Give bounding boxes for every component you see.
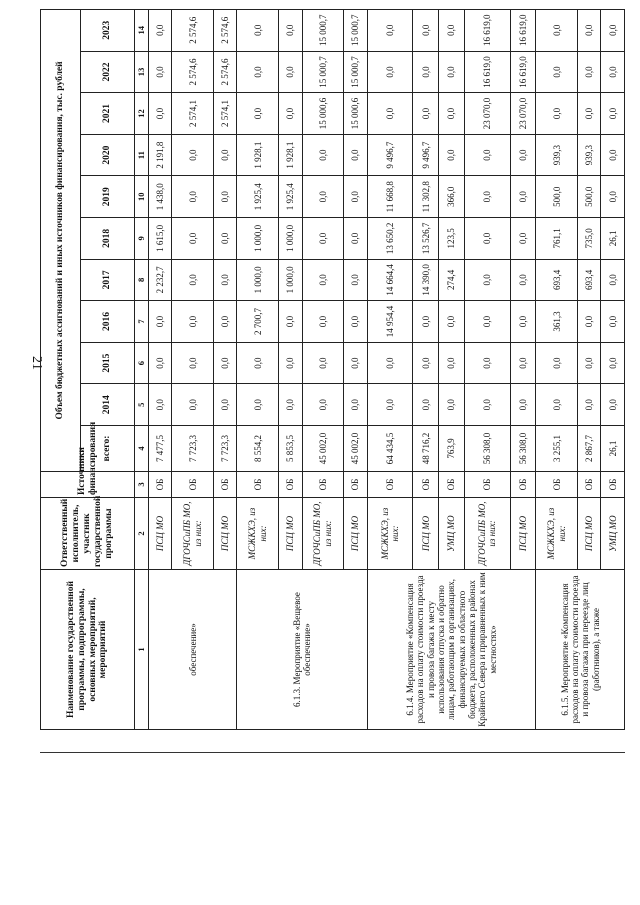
year-value-cell: 0,0 [214,342,237,384]
column-index: 1 [135,570,149,730]
total-cell: 5 853,5 [279,426,302,472]
executor-cell: УМЦ МО [601,498,625,570]
header-year: 2018 [81,218,135,260]
total-cell: 48 716,2 [413,426,439,472]
column-index: 9 [135,218,149,260]
year-value-cell: 0,0 [510,301,536,343]
year-value-cell: 2 700,7 [237,301,279,343]
year-value-cell: 1 000,0 [237,259,279,301]
year-value-cell: 0,0 [237,9,279,51]
year-value-cell: 16 619,0 [510,51,536,93]
year-value-cell: 0,0 [464,134,510,176]
year-value-cell: 500,0 [578,176,601,218]
total-cell: 3 255,1 [536,426,578,472]
year-value-cell: 1 615,0 [149,218,172,260]
year-value-cell: 0,0 [279,342,302,384]
year-value-cell: 0,0 [302,301,344,343]
activity-name: обеспечение» [149,570,237,730]
year-value-cell: 0,0 [367,9,413,51]
year-value-cell: 26,1 [601,218,625,260]
executor-cell: МСЖКХЭ, из них: [367,498,413,570]
year-value-cell: 2 191,8 [149,134,172,176]
executor-cell: ПСЦ МО [279,498,302,570]
year-value-cell: 14 390,0 [413,259,439,301]
year-value-cell: 1 000,0 [279,259,302,301]
year-value-cell: 1 925,4 [237,176,279,218]
header-total: всего: [81,426,135,472]
executor-cell: ПСЦ МО [214,498,237,570]
year-value-cell: 0,0 [578,342,601,384]
source-cell: ОБ [237,472,279,498]
year-value-cell: 0,0 [344,134,367,176]
total-cell: 56 308,0 [510,426,536,472]
year-value-cell: 0,0 [413,301,439,343]
year-value-cell: 0,0 [601,301,625,343]
executor-cell: ДГОЧСиПБ МО, из них: [464,498,510,570]
year-value-cell: 0,0 [413,93,439,135]
year-value-cell: 0,0 [344,218,367,260]
year-value-cell: 2 574,6 [214,51,237,93]
year-value-cell: 0,0 [439,342,465,384]
column-index: 5 [135,384,149,426]
year-value-cell: 0,0 [172,176,214,218]
year-value-cell: 0,0 [302,176,344,218]
header-year: 2014 [81,384,135,426]
year-value-cell: 0,0 [172,301,214,343]
year-value-cell: 0,0 [344,259,367,301]
year-value-cell: 500,0 [536,176,578,218]
executor-cell: УМЦ МО [439,498,465,570]
year-value-cell: 0,0 [464,301,510,343]
source-cell: ОБ [536,472,578,498]
bottom-rule [40,752,625,753]
year-value-cell: 16 619,0 [464,51,510,93]
year-value-cell: 0,0 [149,9,172,51]
column-index: 10 [135,176,149,218]
year-value-cell: 0,0 [578,384,601,426]
year-value-cell: 0,0 [237,93,279,135]
year-value-cell: 0,0 [464,342,510,384]
year-value-cell: 15 000,7 [344,9,367,51]
column-index: 11 [135,134,149,176]
year-value-cell: 16 619,0 [464,9,510,51]
year-value-cell: 0,0 [413,384,439,426]
year-value-cell: 15 000,6 [344,93,367,135]
source-cell: ОБ [214,472,237,498]
year-value-cell: 0,0 [464,384,510,426]
year-value-cell: 0,0 [367,384,413,426]
year-value-cell: 0,0 [344,176,367,218]
year-value-cell: 0,0 [214,134,237,176]
column-index: 2 [135,498,149,570]
total-cell: 45 002,0 [302,426,344,472]
year-value-cell: 0,0 [578,9,601,51]
year-value-cell: 1 928,1 [237,134,279,176]
source-cell: ОБ [439,472,465,498]
year-value-cell: 366,0 [439,176,465,218]
year-value-cell: 0,0 [214,176,237,218]
table-row [536,9,578,729]
year-value-cell: 0,0 [237,51,279,93]
year-value-cell: 123,5 [439,218,465,260]
total-cell: 45 002,0 [344,426,367,472]
year-value-cell: 0,0 [149,342,172,384]
year-value-cell: 0,0 [464,176,510,218]
year-value-cell: 1 000,0 [279,218,302,260]
year-value-cell: 11 668,8 [367,176,413,218]
year-value-cell: 0,0 [149,384,172,426]
year-value-cell: 0,0 [413,51,439,93]
header-source: Источники финансирования [41,472,135,498]
year-value-cell: 0,0 [439,9,465,51]
header-executor: Ответственный исполнитель, участник государственной программы [41,498,135,570]
year-value-cell: 0,0 [536,93,578,135]
year-value-cell: 0,0 [367,93,413,135]
activity-name: 6.1.4. Мероприятие «Компенсация расходов на оплату стоимости проезда и провоза багажа к месту использования отпуска и обратно лицам, работающим в организациях, финансируемых из областного бюджета, расположенных в районах Крайнего Севера и приравненных к ним местностях» [367,570,536,730]
year-value-cell: 0,0 [578,93,601,135]
year-value-cell: 0,0 [578,301,601,343]
total-cell: 7 723,3 [214,426,237,472]
year-value-cell: 0,0 [578,51,601,93]
year-value-cell: 0,0 [601,93,625,135]
year-value-cell: 0,0 [279,384,302,426]
year-value-cell: 2 574,6 [214,9,237,51]
year-value-cell: 0,0 [601,51,625,93]
source-cell: ОБ [344,472,367,498]
year-value-cell: 2 574,1 [172,93,214,135]
year-value-cell: 0,0 [510,176,536,218]
year-value-cell: 15 000,7 [344,51,367,93]
year-value-cell: 13 526,7 [413,218,439,260]
source-cell: ОБ [149,472,172,498]
year-value-cell: 16 619,0 [510,9,536,51]
year-value-cell: 9 496,7 [413,134,439,176]
column-index: 13 [135,51,149,93]
total-cell: 2 867,7 [578,426,601,472]
executor-cell: МСЖКХЭ, из них: [536,498,578,570]
year-value-cell: 693,4 [536,259,578,301]
year-value-cell: 274,4 [439,259,465,301]
year-value-cell: 0,0 [214,218,237,260]
column-index: 3 [135,472,149,498]
year-value-cell: 0,0 [214,301,237,343]
year-value-cell: 0,0 [172,218,214,260]
total-cell: 7 477,5 [149,426,172,472]
activity-name: 6.1.5. Мероприятие «Компенсация расходов на оплату стоимости проезда и провоза багажа при переезде лиц (работников), а также [536,570,625,730]
column-index: 12 [135,93,149,135]
year-value-cell: 0,0 [536,9,578,51]
year-value-cell: 0,0 [302,342,344,384]
year-value-cell: 0,0 [601,259,625,301]
column-index: 7 [135,301,149,343]
header-year: 2022 [81,51,135,93]
year-value-cell: 13 650,2 [367,218,413,260]
year-value-cell: 0,0 [149,93,172,135]
year-value-cell: 0,0 [302,259,344,301]
year-value-cell: 0,0 [344,384,367,426]
year-value-cell: 0,0 [172,384,214,426]
source-cell: ОБ [302,472,344,498]
year-value-cell: 2 574,6 [172,9,214,51]
year-value-cell: 0,0 [367,51,413,93]
source-cell: ОБ [601,472,625,498]
executor-cell: ПСЦ МО [510,498,536,570]
header-name: Наименование государственной программы, подпрограммы, основных мероприятий, мероприятий [41,570,135,730]
table-row [237,9,279,729]
year-value-cell: 0,0 [237,384,279,426]
executor-cell: ПСЦ МО [149,498,172,570]
year-value-cell: 0,0 [149,51,172,93]
year-value-cell: 0,0 [601,176,625,218]
year-value-cell: 0,0 [510,342,536,384]
year-value-cell: 0,0 [214,384,237,426]
year-value-cell: 1 928,1 [279,134,302,176]
table-row [149,9,172,729]
year-value-cell: 0,0 [302,218,344,260]
year-value-cell: 1 000,0 [237,218,279,260]
year-value-cell: 0,0 [344,301,367,343]
source-cell: ОБ [510,472,536,498]
year-value-cell: 0,0 [536,342,578,384]
header-year: 2017 [81,259,135,301]
source-cell: ОБ [578,472,601,498]
year-value-cell: 2 574,6 [172,51,214,93]
budget-table [40,9,625,730]
executor-cell: ПСЦ МО [578,498,601,570]
year-value-cell: 14 664,4 [367,259,413,301]
total-cell: 8 554,2 [237,426,279,472]
column-index: 4 [135,426,149,472]
year-value-cell: 23 070,0 [464,93,510,135]
year-value-cell: 0,0 [172,134,214,176]
year-value-cell: 11 302,8 [413,176,439,218]
activity-name: 6.1.3. Мероприятие «Вещевое обеспечение» [237,570,367,730]
header-year: 2023 [81,9,135,51]
year-value-cell: 0,0 [302,384,344,426]
year-value-cell: 0,0 [344,342,367,384]
total-cell: 763,9 [439,426,465,472]
column-index: 14 [135,9,149,51]
year-value-cell: 15 000,7 [302,51,344,93]
year-value-cell: 0,0 [510,218,536,260]
total-cell: 7 723,3 [172,426,214,472]
total-cell: 64 434,5 [367,426,413,472]
header-year: 2019 [81,176,135,218]
year-value-cell: 0,0 [510,384,536,426]
year-value-cell: 0,0 [464,218,510,260]
year-value-cell: 0,0 [464,259,510,301]
total-cell: 26,1 [601,426,625,472]
executor-cell: ПСЦ МО [413,498,439,570]
year-value-cell: 0,0 [279,51,302,93]
executor-cell: ДГОЧСиПБ МО, из них: [172,498,214,570]
year-value-cell: 0,0 [439,301,465,343]
year-value-cell: 0,0 [172,342,214,384]
source-cell: ОБ [367,472,413,498]
year-value-cell: 0,0 [149,301,172,343]
year-value-cell: 0,0 [302,134,344,176]
year-value-cell: 15 000,7 [302,9,344,51]
budget-table-container [40,10,625,730]
year-value-cell: 0,0 [214,259,237,301]
header-year: 2021 [81,93,135,135]
year-value-cell: 0,0 [439,134,465,176]
executor-cell: ПСЦ МО [344,498,367,570]
source-cell: ОБ [464,472,510,498]
year-value-cell: 1 438,0 [149,176,172,218]
table-row [367,9,413,729]
source-cell: ОБ [413,472,439,498]
year-value-cell: 0,0 [601,342,625,384]
year-value-cell: 15 000,6 [302,93,344,135]
year-value-cell: 693,4 [578,259,601,301]
source-cell: ОБ [172,472,214,498]
year-value-cell: 0,0 [601,384,625,426]
year-value-cell: 0,0 [439,51,465,93]
year-value-cell: 2 574,1 [214,93,237,135]
source-cell: ОБ [279,472,302,498]
year-value-cell: 0,0 [413,9,439,51]
year-value-cell: 939,3 [578,134,601,176]
year-value-cell: 0,0 [413,342,439,384]
year-value-cell: 0,0 [439,93,465,135]
page-number: 21 [29,356,44,370]
year-value-cell: 23 070,0 [510,93,536,135]
header-funding: Объем бюджетных ассигнований и иных источников финансирования, тыс. рублей [41,9,81,471]
executor-cell: МСЖКХЭ, из них: [237,498,279,570]
year-value-cell: 0,0 [237,342,279,384]
column-index: 8 [135,259,149,301]
year-value-cell: 0,0 [601,134,625,176]
year-value-cell: 0,0 [367,342,413,384]
year-value-cell: 0,0 [536,384,578,426]
year-value-cell: 0,0 [510,134,536,176]
year-value-cell: 2 232,7 [149,259,172,301]
executor-cell: ДГОЧСиПБ МО, из них: [302,498,344,570]
year-value-cell: 939,3 [536,134,578,176]
year-value-cell: 735,0 [578,218,601,260]
year-value-cell: 0,0 [172,259,214,301]
column-index: 6 [135,342,149,384]
total-cell: 56 308,0 [464,426,510,472]
year-value-cell: 761,1 [536,218,578,260]
year-value-cell: 1 925,4 [279,176,302,218]
year-value-cell: 0,0 [510,259,536,301]
year-value-cell: 0,0 [279,93,302,135]
header-year: 2015 [81,342,135,384]
year-value-cell: 0,0 [279,301,302,343]
year-value-cell: 14 954,4 [367,301,413,343]
year-value-cell: 0,0 [536,51,578,93]
year-value-cell: 361,3 [536,301,578,343]
year-value-cell: 0,0 [601,9,625,51]
header-year: 2016 [81,301,135,343]
year-value-cell: 0,0 [279,9,302,51]
header-year: 2020 [81,134,135,176]
year-value-cell: 0,0 [439,384,465,426]
year-value-cell: 9 496,7 [367,134,413,176]
